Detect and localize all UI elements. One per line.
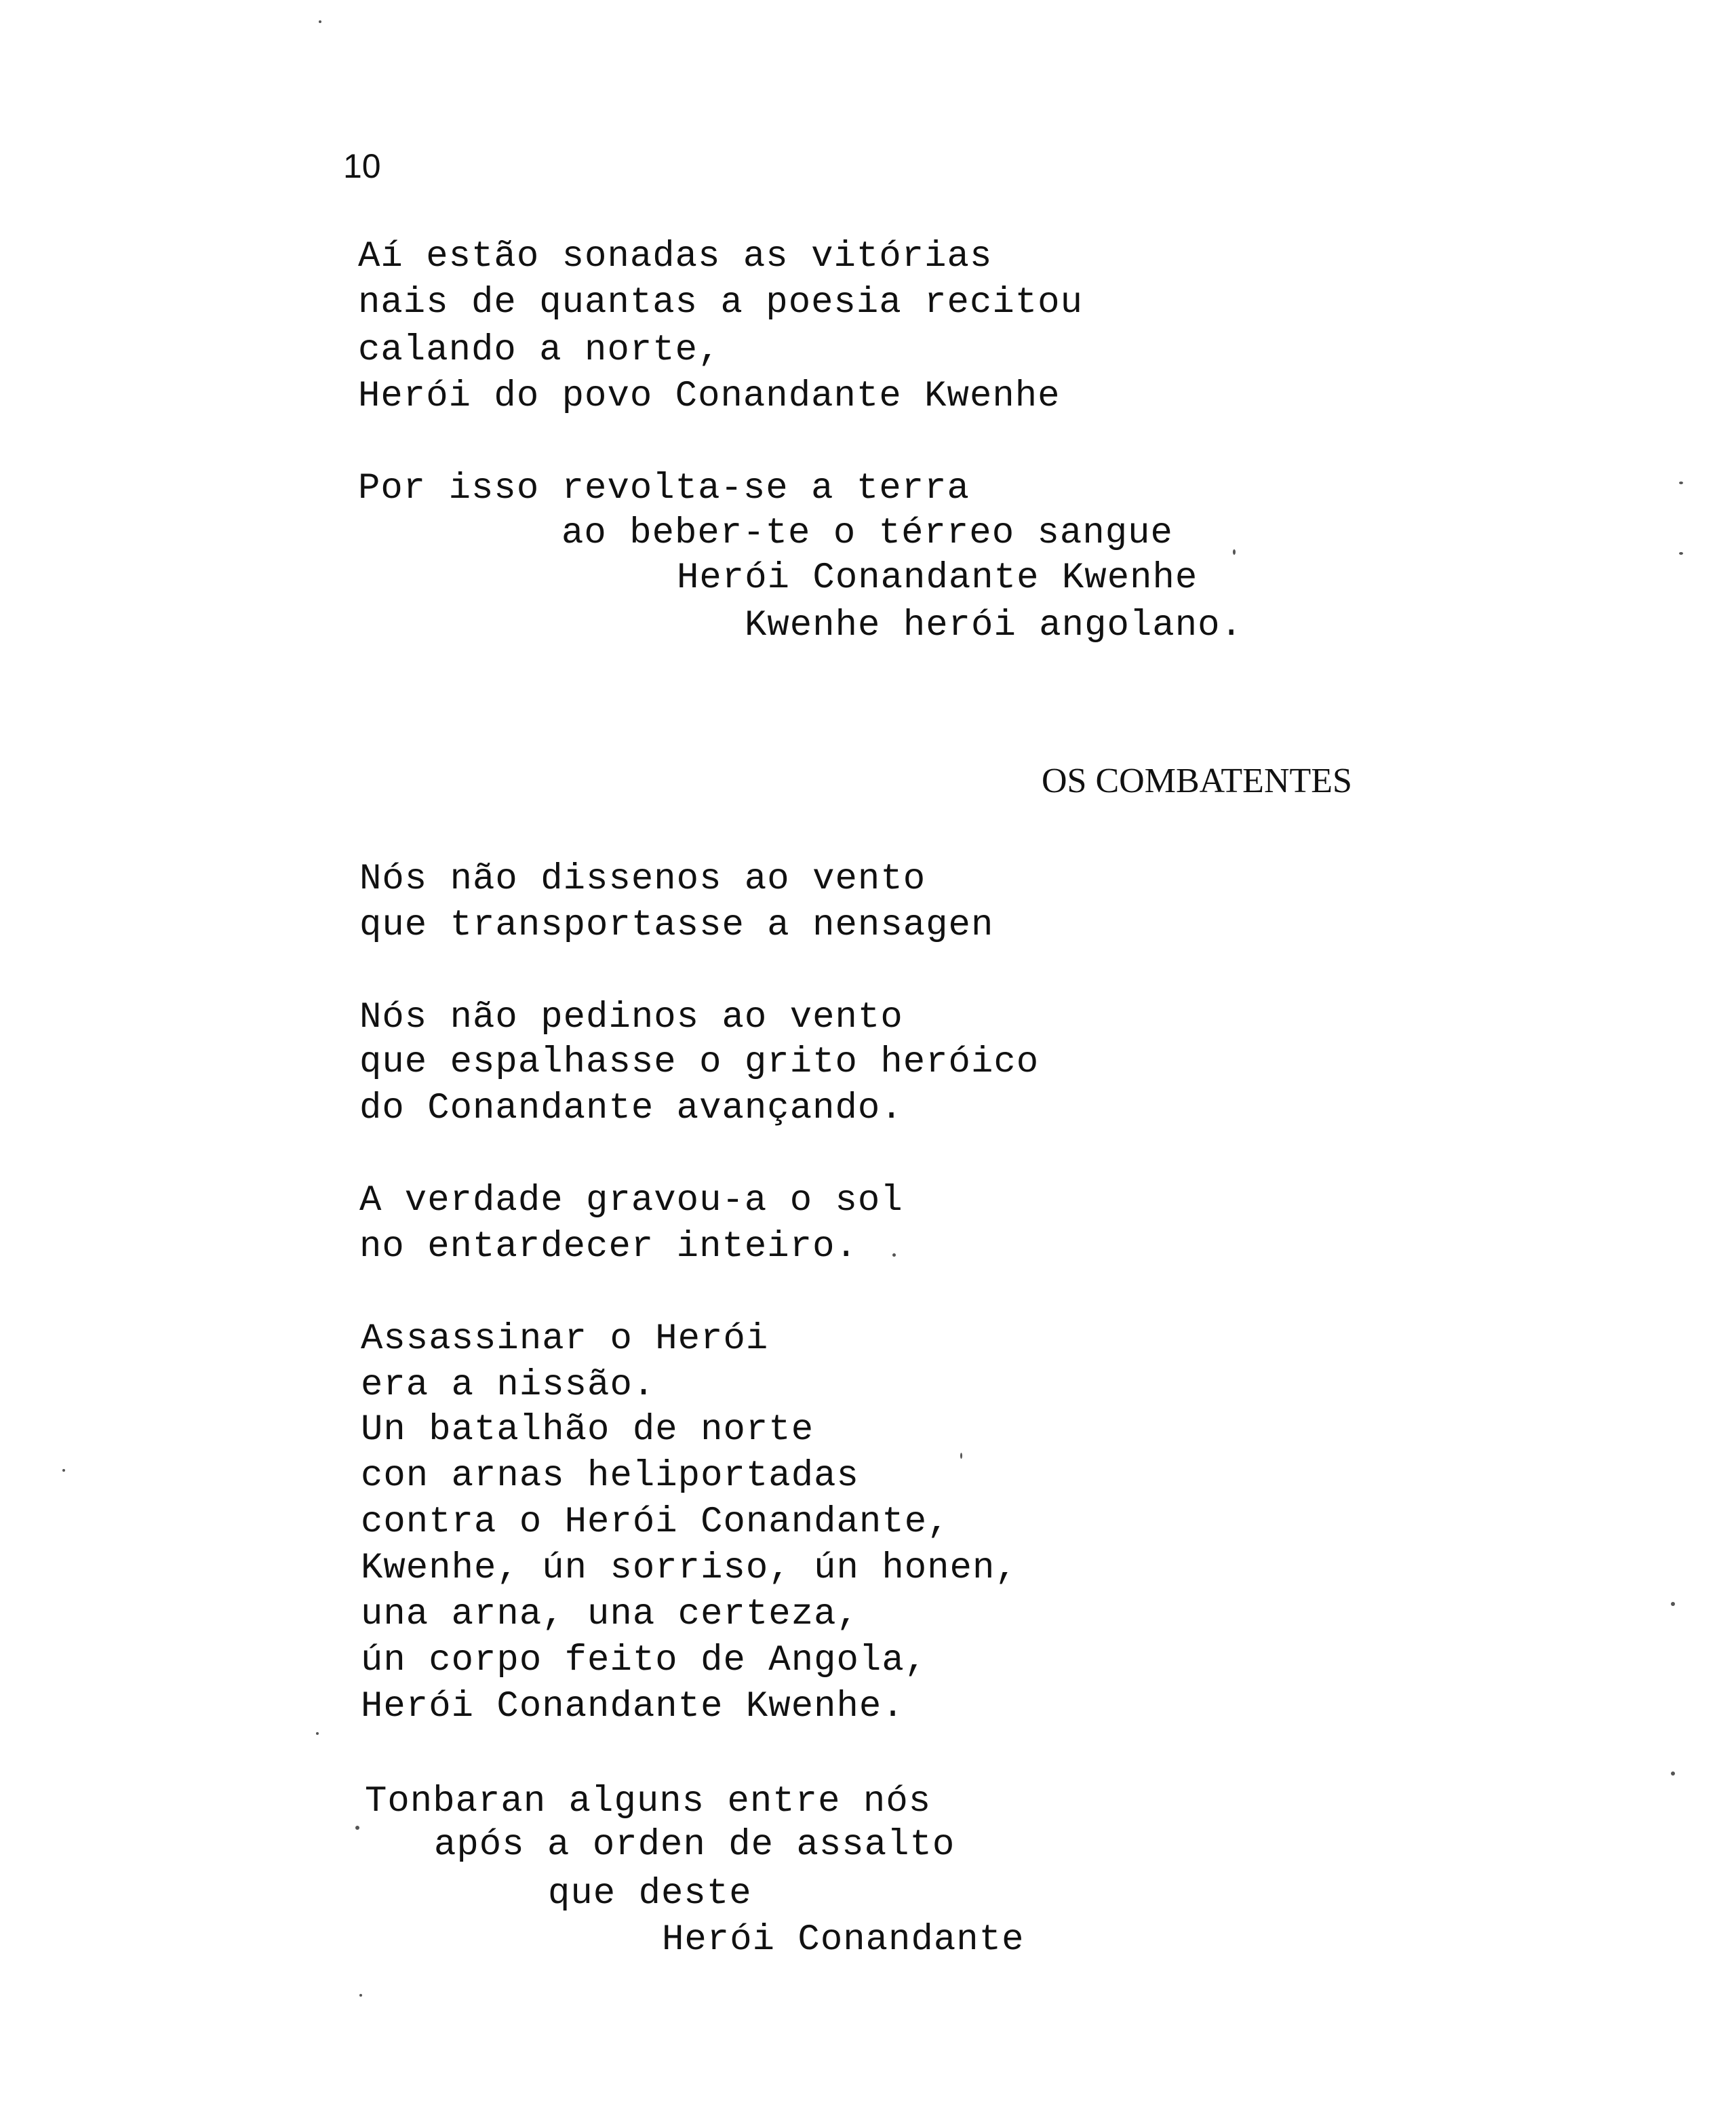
poem-line: con arnas heliportadas [361,1455,859,1497]
poem-line: do Conandante avançando. [359,1088,903,1129]
scan-speck [316,1732,319,1735]
poem-title: OS COMBATENTES [1042,762,1352,800]
scan-speck [62,1469,65,1472]
poem-line: Tonbaran alguns entre nós [365,1781,932,1822]
poem-line: após a orden de assalto [434,1824,955,1866]
poem-line: Herói Conandante [662,1919,1025,1961]
poem-line: Kwenhe herói angolano. [745,605,1243,646]
poem-line: era a nissão. [361,1365,656,1406]
poem-line: una arna, una certeza, [361,1594,859,1635]
scan-speck [359,1994,362,1997]
poem-line: Nós não dissenos ao vento [359,859,926,900]
poem-line: que espalhasse o grito heróico [359,1042,1040,1083]
poem-line: ao beber-te o térreo sangue [561,513,1173,554]
poem-line: ún corpo feito de Angola, [361,1640,928,1681]
poem-line: Herói do povo Conandante Kwenhe [358,376,1061,417]
poem-line: Un batalhão de norte [361,1409,814,1451]
poem-line: que transportasse a nensagen [359,905,994,946]
poem-line: Assassinar o Herói [361,1318,769,1360]
poem-line: Kwenhe, ún sorriso, ún honen, [361,1548,1018,1589]
poem-line: no entardecer inteiro. [359,1226,858,1268]
poem-line: nais de quantas a poesia recitou [358,282,1083,324]
scan-speck [960,1453,962,1459]
poem-line: que deste [548,1873,752,1915]
poem-line: Herói Conandante Kwenhe. [361,1686,905,1727]
poem-line: calando a norte, [358,330,721,371]
scan-speck [355,1826,359,1830]
poem-line: Por isso revolta-se a terra [358,468,970,509]
scan-speck [1671,1771,1675,1776]
scan-speck [1671,1602,1675,1606]
scan-speck [319,20,321,23]
poem-line: Aí estão sonadas as vitórias [358,236,993,277]
scan-speck [1233,549,1236,555]
poem-line: Nós não pedinos ao vento [359,997,903,1038]
page-number: 10 [343,147,381,185]
scan-speck [892,1253,896,1257]
poem-line: Herói Conandante Kwenhe [677,557,1198,599]
scan-speck [1679,482,1683,484]
poem-line: contra o Herói Conandante, [361,1502,950,1543]
scan-speck [1679,552,1683,555]
poem-line: A verdade gravou-a o sol [359,1180,903,1221]
